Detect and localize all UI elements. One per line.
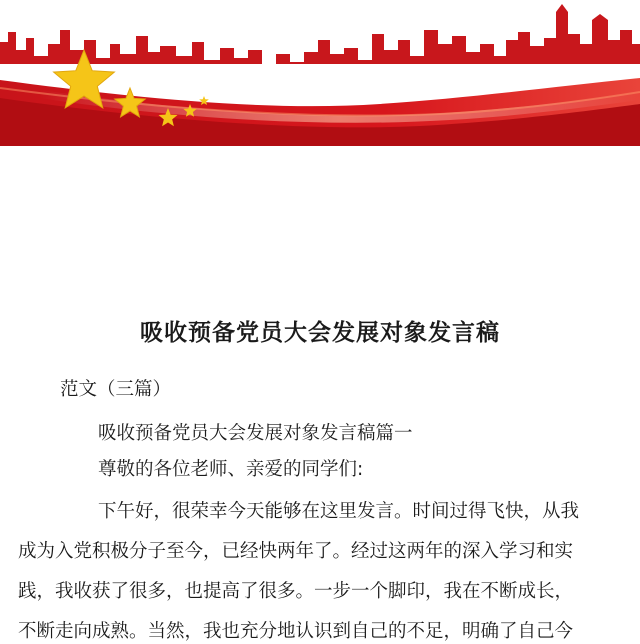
header-banner	[0, 0, 640, 146]
document-subtitle: 范文（三篇）	[60, 379, 172, 400]
body-line: 下午好，很荣幸今天能够在这里发言。时间过得飞快，从我	[98, 501, 580, 522]
banner-graphic	[0, 0, 640, 146]
document-title: 吸收预备党员大会发展对象发言稿	[140, 320, 500, 346]
section-heading: 吸收预备党员大会发展对象发言稿篇一	[98, 423, 413, 444]
body-line: 成为入党积极分子至今，已经快两年了。经过这两年的深入学习和实	[18, 541, 574, 562]
body-line: 践，我收获了很多，也提高了很多。一步一个脚印，我在不断成长，	[18, 581, 574, 602]
body-line: 不断走向成熟。当然，我也充分地认识到自己的不足，明确了自己今	[18, 621, 574, 642]
skyline-silhouette	[0, 4, 640, 70]
salutation: 尊敬的各位老师、亲爱的同学们:	[98, 459, 364, 480]
